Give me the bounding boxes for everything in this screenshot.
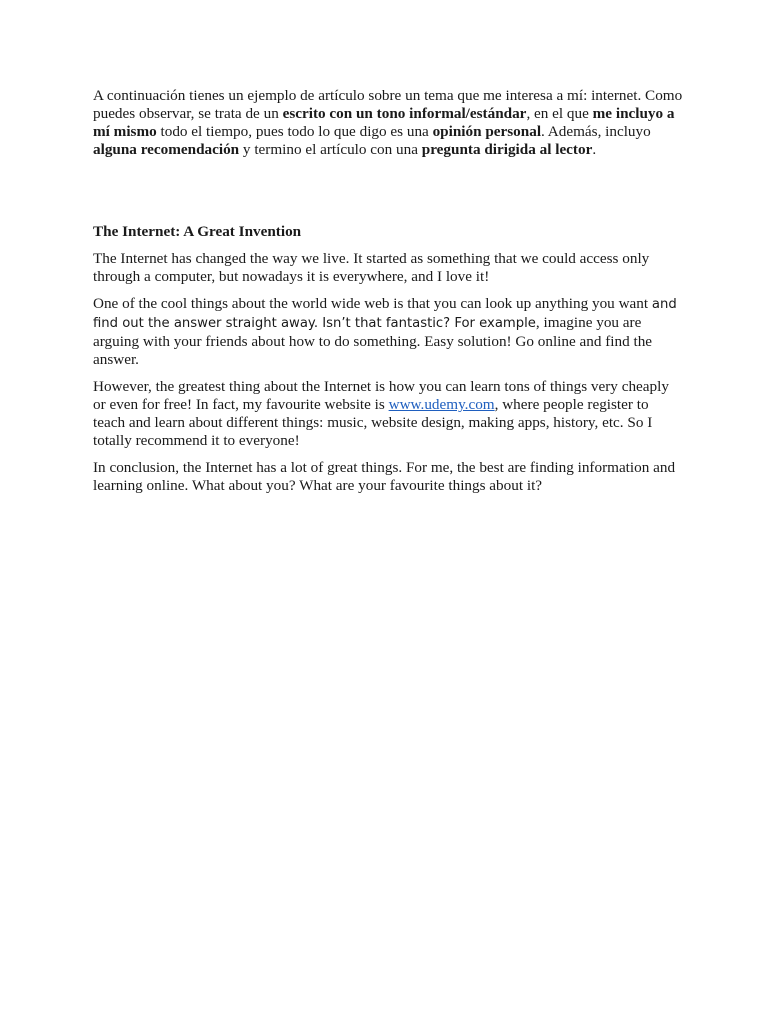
paragraph-3-text-a: However, the greatest thing about the Internet is how you can learn tons of things very cheaply or even for free! In fact, my favourite website is — [93, 378, 669, 413]
intro-bold-3: opinión personal — [432, 123, 542, 140]
intro-bold-2: me incluyo a mí mismo — [93, 105, 675, 140]
article-paragraph-2 — [93, 295, 683, 369]
article-title: The Internet: A Great Invention — [93, 223, 302, 240]
paragraph-2-text-a: One of the cool things about the world wide web is that you can look up anything you want — [93, 295, 652, 312]
intro-bold-1: escrito con un tono informal/estándar — [282, 105, 527, 122]
intro-bold-4: alguna recomendación — [93, 141, 240, 158]
intro-text-2: , en el que — [526, 105, 593, 122]
article-paragraph-3 — [93, 378, 683, 450]
paragraph-3-text-b: , where people register to teach and learn about different things: music, website design, making apps, history, etc. So I totally recommend it to everyone! — [93, 396, 653, 449]
document-page — [93, 87, 683, 504]
paragraph-2-alt-font-text: and find out the answer straight away. Isn’t that fantastic? For example — [93, 297, 677, 331]
paragraph-2-text-b: , imagine you are arguing with your friends about how to do something. Easy solution! Go online and find the answer. — [93, 314, 653, 368]
intro-text-4: . Además, incluyo — [541, 123, 651, 140]
intro-paragraph — [93, 87, 683, 159]
article-paragraph-4: In conclusion, the Internet has a lot of great things. For me, the best are finding information and learning online. What about you? What are your favourite things about it? — [93, 459, 676, 494]
article-paragraph-1: The Internet has changed the way we live. It started as something that we could access only through a computer, but nowadays it is everywhere, and I love it! — [93, 250, 650, 285]
intro-text-1: A continuación tienes un ejemplo de artículo sobre un tema que me interesa a mí: internet. Como puedes observar, se trata de un — [93, 87, 683, 122]
intro-text-6: . — [592, 141, 597, 158]
intro-bold-5: pregunta dirigida al lector — [421, 141, 593, 158]
intro-text-3: todo el tiempo, pues todo lo que digo es una — [156, 123, 433, 140]
intro-text-5: y termino el artículo con una — [239, 141, 422, 158]
udemy-link[interactable]: www.udemy.com — [388, 396, 495, 413]
